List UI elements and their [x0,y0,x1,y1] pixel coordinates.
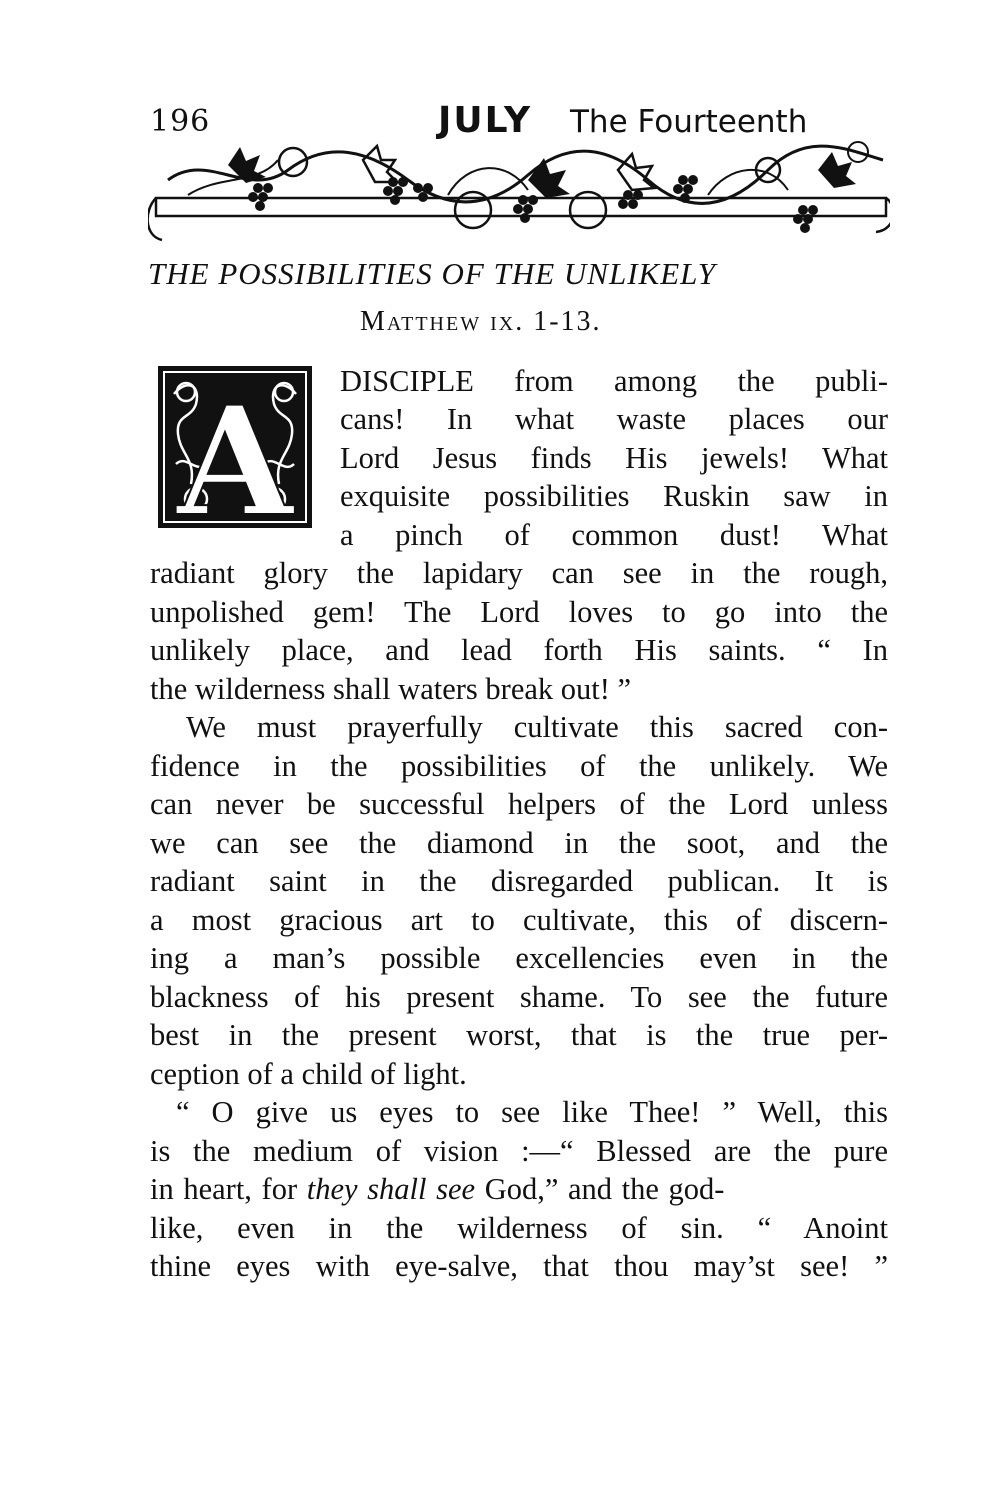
text-line: unpolished gem! The Lord loves to go into the [150,595,888,629]
page-header [150,100,890,142]
month-label: JULY [438,100,533,141]
text-line: a pinch of common dust! What [340,518,888,552]
scripture-reference: Matthew ix. 1-13. [360,306,602,337]
text-line: is the medium of vision :—“ Blessed are the pure [150,1134,888,1168]
text-line: blackness of his present shame. To see the future [150,980,888,1014]
text-line [150,1170,888,1208]
text-line: fidence in the possibilities of the unlikely. We [150,749,888,783]
page-number: 196 [150,104,211,139]
text-line: DISCIPLE from among the publi- [340,364,888,398]
text-line: ing a man’s possible excellencies even in the [150,941,888,975]
text-line: cans! In what waste places our [340,402,888,436]
drop-cap-letter: A [176,374,294,530]
text-segment: God,” and the god- [475,1172,725,1206]
text-line: the wilderness shall waters break out! ” [150,672,632,706]
text-line: can never be successful helpers of the Lord unless [150,787,888,821]
text-line: unlikely place, and lead forth His saints. “ In [150,633,888,667]
emphasis-text: they shall see [306,1172,476,1206]
text-line: “ O give us eyes to see like Thee! ” Well, this [176,1095,888,1129]
day-title: The Fourteenth [570,104,808,140]
text-line: like, even in the wilderness of sin. “ Anoint [150,1211,888,1245]
text-line: a most gracious art to cultivate, this of discern- [150,903,888,937]
text-line: exquisite possibilities Ruskin saw in [340,479,888,513]
text-line: We must prayerfully cultivate this sacred con- [186,710,888,744]
drop-cap-initial-icon [156,364,314,530]
grapevine-banner-icon [148,140,890,250]
text-segment: in heart, for [150,1172,307,1206]
text-line: ception of a child of light. [150,1057,467,1091]
text-line: we can see the diamond in the soot, and the [150,826,888,860]
text-line: best in the present worst, that is the true per- [150,1018,888,1052]
text-line: radiant saint in the disregarded publican. It is [150,864,888,898]
text-line: thine eyes with eye-salve, that thou may’st see! ” [150,1249,888,1283]
reading-title: THE POSSIBILITIES OF THE UNLIKELY [148,256,717,291]
text-line: radiant glory the lapidary can see in the rough, [150,556,888,590]
text-line: Lord Jesus finds His jewels! What [340,441,888,475]
